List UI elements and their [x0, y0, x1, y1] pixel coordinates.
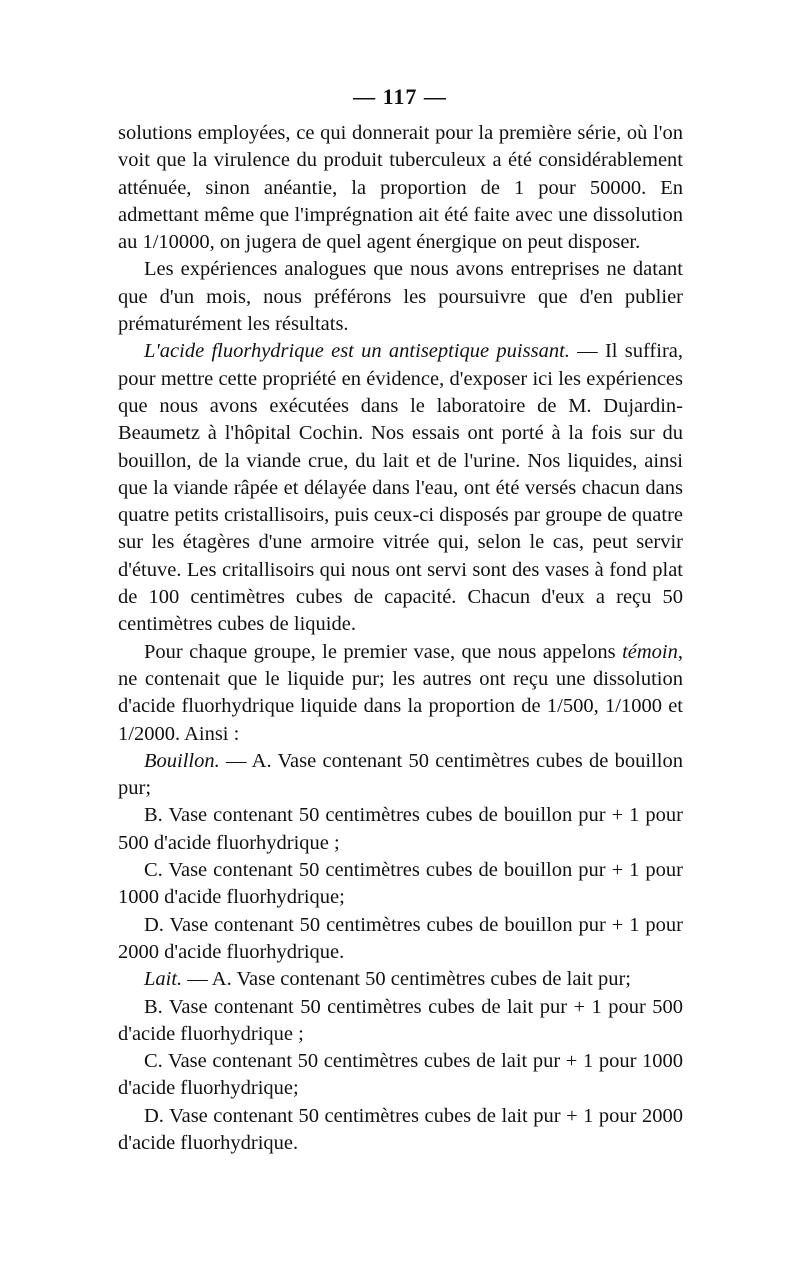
lait-a [118, 966, 683, 993]
lait-d: D. Vase contenant 50 centimètres cubes de lait pur + 1 pour 2000 d'acide fluorhydrique. [118, 1104, 683, 1154]
bouillon-d: D. Vase contenant 50 centimètres cubes de bouillon pur + 1 pour 2000 d'acide fluorhydrique. [118, 913, 683, 963]
temoin-term: témoin [622, 640, 678, 663]
paragraph-2: Les expériences analogues que nous avons entreprises ne datant que d'un mois, nous préférons les poursuivre que d'en publier prématurément les résultats. [118, 258, 683, 336]
bouillon-a-text: — A. Vase contenant 50 centimètres cubes de bouillon pur; [118, 749, 683, 800]
paragraph-1: solutions employées, ce qui donnerait pour la première série, où l'on voit que la virulence du produit tuberculeux a été considérablement atténuée, sinon anéantie, la proportion de 1 pour 50000. En admettant même que l'imprégnation ait été faite avec une dissolution au 1/10000, on jugera de quel agent énergique on peut disposer. [118, 122, 683, 254]
paragraph-3 [118, 338, 683, 638]
bouillon-a [118, 748, 683, 803]
lait-b: B. Vase contenant 50 centimètres cubes de lait pur + 1 pour 500 d'acide fluorhydrique ; [118, 995, 683, 1045]
bouillon-b: B. Vase contenant 50 centimètres cubes de bouillon pur + 1 pour 500 d'acide fluorhydrique ; [118, 804, 683, 854]
section-heading: L'acide fluorhydrique est un antiseptique puissant. [144, 340, 570, 363]
bouillon-c: C. Vase contenant 50 centimètres cubes de bouillon pur + 1 pour 1000 d'acide fluorhydrique; [118, 859, 683, 909]
paragraph-3-text: — Il suffira, pour mettre cette propriété en évidence, d'exposer ici les expériences que nous avons exécutées dans le laboratoire de M. Dujardin-Beaumetz à l'hôpital Cochin. Nos essais ont porté à la fois sur du bouillon, de la viande crue, du lait et de l'urine. Nos liquides, ainsi que la viande râpée et délayée dans l'eau, ont été versés chacun dans quatre petits cristallisoirs, puis ceux-ci disposés par groupe de quatre sur les étagères d'une armoire vitrée qui, selon le cas, peut servir d'étuve. Les critallisoirs qui nous ont servi sont des vases à fond plat de 100 centimètres cubes de capacité. Chacun d'eux a reçu 50 centimètres cubes de liquide. [118, 340, 684, 636]
page-number: — 117 — [353, 84, 447, 109]
lait-a-text: — A. Vase contenant 50 centimètres cubes de lait pur; [182, 968, 631, 991]
lait-label: Lait. [144, 968, 183, 991]
paragraph-4 [118, 639, 683, 748]
lait-c: C. Vase contenant 50 centimètres cubes de lait pur + 1 pour 1000 d'acide fluorhydrique; [118, 1050, 683, 1100]
body-text [118, 120, 683, 1157]
bouillon-label: Bouillon. [144, 749, 220, 772]
paragraph-4-text-b: , ne contenait que le liquide pur; les autres ont reçu une dissolution d'acide fluorhydrique liquide dans la proportion de 1/500, 1/1000 et 1/2000. Ainsi : [118, 640, 683, 745]
paragraph-4-text-a: Pour chaque groupe, le premier vase, que nous appelons [144, 640, 623, 663]
